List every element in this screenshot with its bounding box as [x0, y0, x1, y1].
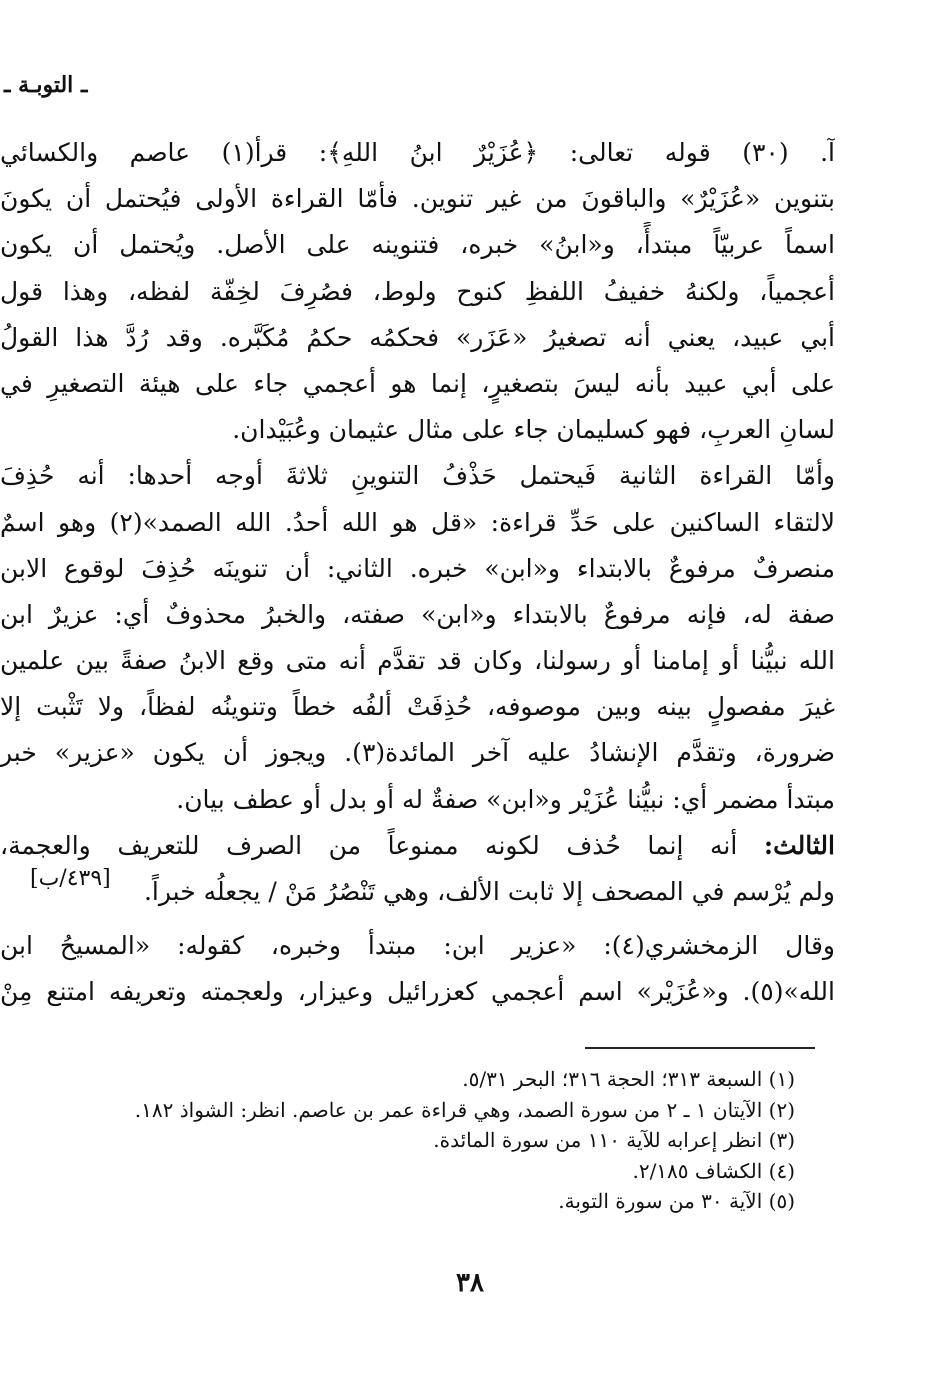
text-line: صفة له، فإنه مرفوعٌ بالابتداء و«ابن» صفته، والخبرُ محذوفٌ أي: عزيرٌ ابن: [0, 599, 835, 629]
section-label: الثالث:: [763, 830, 835, 860]
running-header: ـ التوبـة ـ: [4, 72, 88, 98]
footnote: (١) السبعة ٣١٣؛ الحجة ٣١٦؛ البحر ٥/٣١.: [462, 1067, 795, 1091]
footnote: (٤) الكشاف ٢/١٨٥.: [632, 1158, 795, 1183]
footnotes: [95, 1064, 795, 1217]
text-line: أعجمياً، ولكنهُ خفيفُ اللفظِ كنوح ولوط، فصُرِفَ لخِفّة لفظه، وهذا قول: [0, 276, 835, 306]
footnote: (٢) الآيتان ١ ـ ٢ من سورة الصمد، وهي قراءة عمر بن عاصم. انظر: الشواذ ١٨٢.: [134, 1097, 795, 1122]
footnote: (٣) انظر إعرابه للآية ١١٠ من سورة المائدة.: [433, 1128, 795, 1152]
text-line: آ. (٣٠) قوله تعالى: ﴿عُزَيْرٌ ابنُ اللهِ﴾: قرأ(١) عاصم والكسائي: [0, 138, 835, 167]
manuscript-folio-marker: [٤٣٩/ب]: [30, 866, 111, 891]
page-number: ٣٨: [456, 1268, 484, 1298]
text-line: لسانِ العربِ، فهو كسليمان جاء على مثال عثيمان وعُبَيْدان.: [232, 415, 835, 445]
text-line: الثالث: أنه إنما حُذف لكونه ممنوعاً من الصرف للتعريف والعجمة،: [0, 830, 835, 860]
text-line: ضرورة، وتقدَّم الإنشادُ عليه آخر المائدة(٣). ويجوز أن يكون «عزير» خبر: [0, 738, 835, 768]
text-line: ولم يُرْسم في المصحف إلا ثابت الألف، وهي تَنْصُرُ مَنْ / يجعلُه خبراً.: [143, 877, 835, 906]
text-line: الله نبيُّنا أو إمامنا أو رسولنا، وكان قد تقدَّم أنه متى وقع الابنُ صفةً بين علمين: [0, 646, 835, 676]
text-line: مبتدأ مضمر أي: نبيُّنا عُزَيْر و«ابن» صفةٌ له أو بدل أو عطف بيان.: [176, 784, 835, 814]
text-line: وقال الزمخشري(٤): «عزير ابن: مبتدأ وخبره، كقوله: «المسيحُ ابن: [0, 931, 835, 961]
text-line: بتنوين «عُزَيْرٌ» والباقونَ من غير تنوين. فأمّا القراءة الأولى فيُحتمل أن يكونَ: [0, 184, 835, 214]
footnote: (٥) الآية ٣٠ من سورة التوبة.: [558, 1189, 795, 1213]
text-line: لالتقاء الساكنين على حَدِّ قراءة: «قل هو الله أحدُ. الله الصمد»(٢) وهو اسمٌ: [0, 507, 835, 537]
text-line: اسماً عربيّاً مبتدأً، و«ابنُ» خبره، فتنوينه على الأصل. ويُحتمل أن يكون: [0, 230, 835, 260]
text-line: منصرفٌ مرفوعٌ بالابتداء و«ابن» خبره. الثاني: أن تنوينَه حُذِفَ لوقوع الابن: [0, 553, 835, 583]
text-line: أبي عبيد، يعني أنه تصغيرُ «عَزَر» فحكمُه حكمُ مُكَبَّره. وقد رُدَّ هذا القولُ: [0, 322, 835, 352]
footnote-separator: [585, 1047, 815, 1049]
text-line: على أبي عبيد بأنه ليسَ بتصغيرٍ، إنما هو أعجمي جاء على هيئة التصغيرِ في: [0, 368, 835, 398]
text-line: الله»(٥). و«عُزَيْر» اسم أعجمي كعزرائيل وعيزار، ولعجمته وتعريفه امتنع مِنْ: [0, 977, 835, 1007]
main-text: [0, 130, 835, 1016]
text-line: غيرَ مفصولٍ بينه وبين موصوفه، حُذِفَتْ ألفُه خطاً وتنوينُه لفظاً، ولا تَثْبت إلا: [0, 692, 835, 722]
text-line: وأمّا القراءة الثانية فَيحتمل حَذْفُ التنوينِ ثلاثةَ أوجه أحدها: أنه حُذِفَ: [0, 461, 835, 491]
